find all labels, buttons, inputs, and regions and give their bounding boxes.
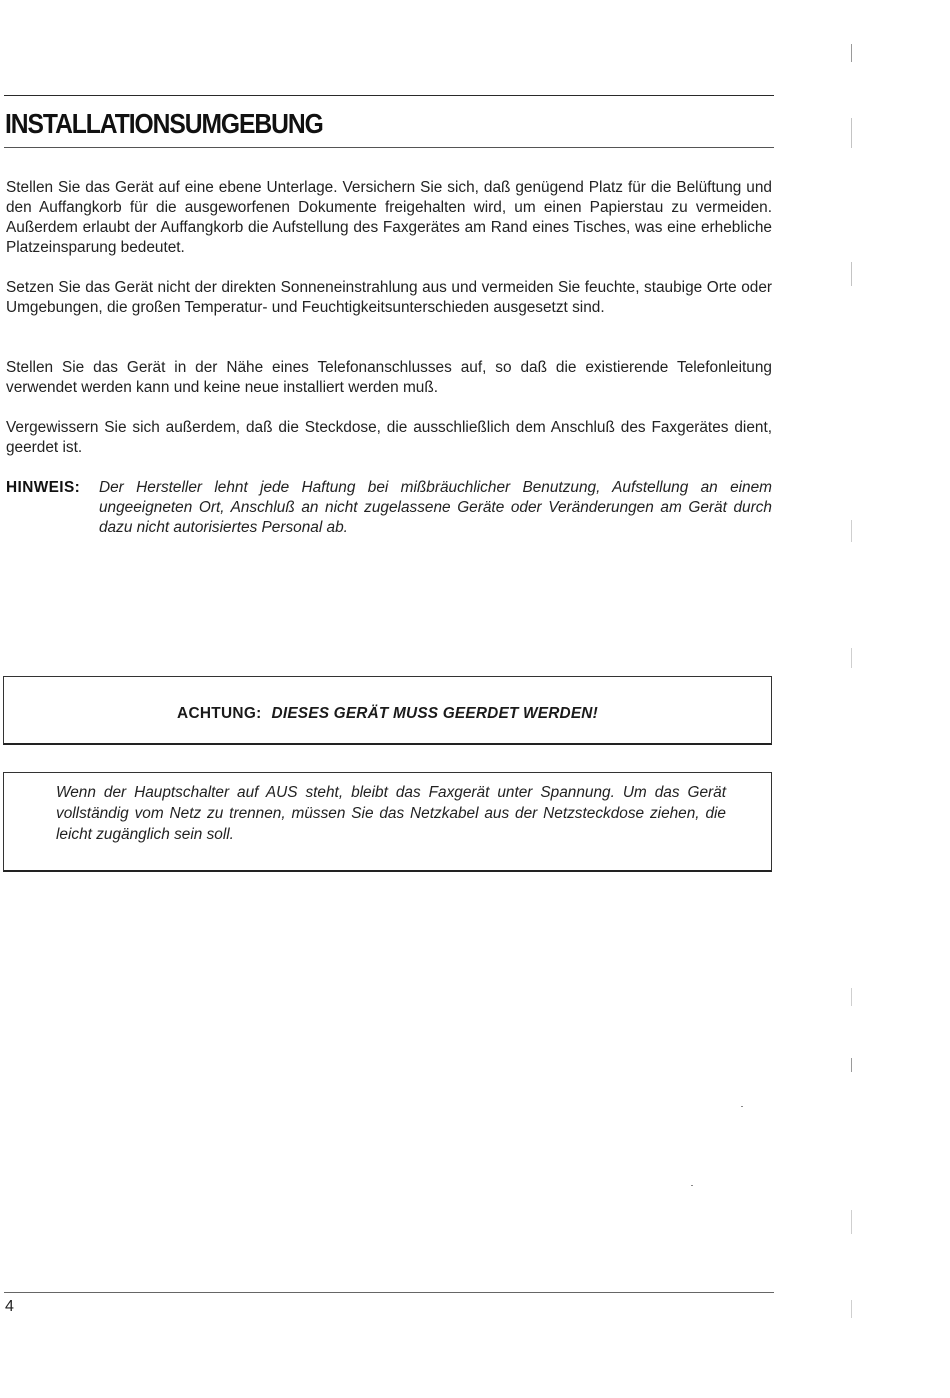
scan-speck (691, 1185, 693, 1186)
scan-margin-mark (851, 1300, 852, 1318)
scan-margin-mark (851, 520, 852, 542)
scan-margin-mark (851, 44, 852, 62)
scan-margin-mark (851, 262, 852, 286)
note-text: Der Hersteller lehnt jede Haftung bei mißbräuchlicher Benutzung, Aufstellung an einem ungeeigneten Ort, Anschluß an nicht zugelassene Geräte oder Veränderungen am Gerät durch dazu nicht autorisiertes Personal ab. (99, 479, 772, 536)
page-title: INSTALLATIONSUMGEBUNG (5, 108, 323, 139)
paragraph-phone-line: Stellen Sie das Gerät in der Nähe eines Telefonanschlusses auf, so daß die existierende Telefonleitung verwendet werden kann und keine neue installiert werden muß. (6, 359, 772, 396)
scan-margin-mark (851, 1058, 852, 1072)
warning-line (4, 704, 771, 724)
warning-label: ACHTUNG: (177, 705, 262, 722)
page-number: 4 (5, 1298, 14, 1315)
scan-margin-mark (851, 1210, 852, 1234)
power-notice-text: Wenn der Hauptschalter auf AUS steht, bleibt das Faxgerät unter Spannung. Um das Gerät vollständig vom Netz zu trennen, müssen Sie das Netzkabel aus der Netzsteckdose ziehen, die leicht zugänglich sein soll. (56, 784, 726, 843)
scan-margin-mark (851, 988, 852, 1006)
paragraph-grounding: Vergewissern Sie sich außerdem, daß die Steckdose, die ausschließlich dem Anschluß des Faxgerätes dient, geerdet ist. (6, 419, 772, 456)
paragraph-placement: Stellen Sie das Gerät auf eine ebene Unterlage. Versichern Sie sich, daß genügend Platz für die Belüftung und den Auffangkorb für die ausgeworfenen Dokumente freigehalten wird, um einen Papierstau zu vermeiden. Außerdem erlaubt der Auffangkorb die Aufstellung des Faxgerätes am Rand eines Tisches, was eine erhebliche Platzeinsparung bedeutet. (6, 179, 772, 256)
paragraph-environment: Setzen Sie das Gerät nicht der direkten Sonneneinstrahlung aus und vermeiden Sie feuchte, staubige Orte oder Umgebungen, die großen Temperatur- und Feuchtigkeitsunterschieden ausgesetzt sind. (6, 279, 772, 316)
top-rule (4, 95, 774, 96)
scan-margin-mark (851, 118, 852, 148)
power-notice-box (3, 772, 772, 872)
warning-text: DIESES GERÄT MUSS GEERDET WERDEN! (271, 705, 598, 722)
note-label: HINWEIS: (6, 479, 81, 496)
title-underline-rule (4, 147, 774, 148)
scan-speck (741, 1106, 743, 1107)
footer-rule (4, 1292, 774, 1293)
scan-margin-mark (851, 648, 852, 668)
warning-box (3, 676, 772, 745)
